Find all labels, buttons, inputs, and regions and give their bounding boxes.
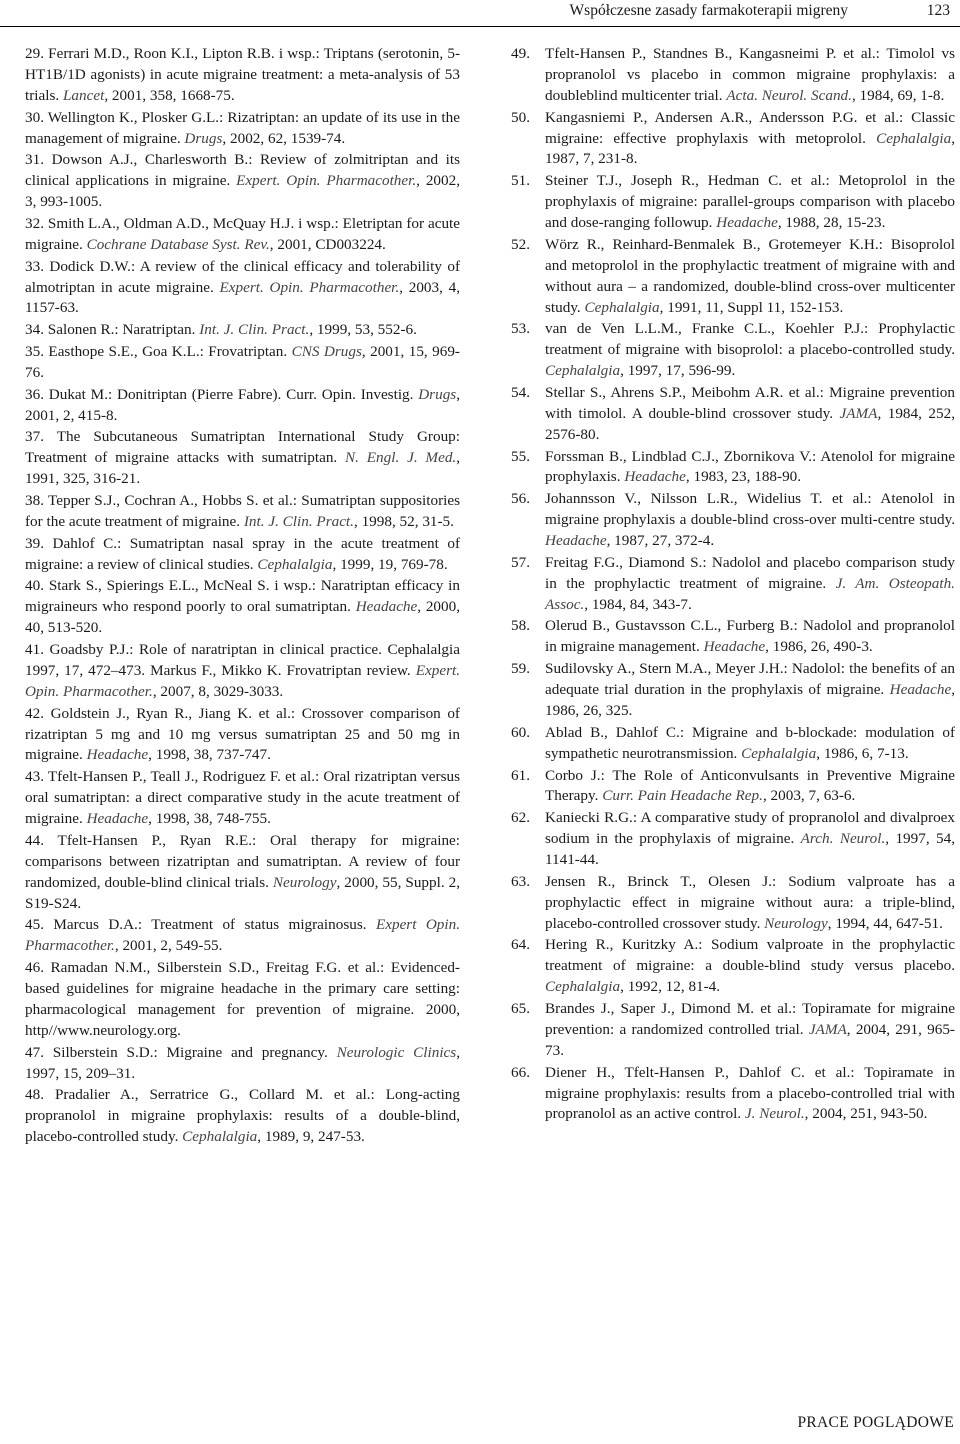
reference-text (25, 150, 460, 213)
reference-text (25, 576, 460, 639)
reference-text (25, 1043, 460, 1085)
reference-item (511, 447, 955, 489)
page-number: 123 (926, 2, 950, 19)
reference-journal: Expert. Opin. Pharmacother. (236, 172, 417, 190)
reference-text (25, 640, 460, 703)
reference-journal: JAMA (808, 1020, 847, 1038)
reference-citation: Diener H., Tfelt-Hansen P., Dahlof C. et al.: Topiramate in migraine prophylaxis: results from a placebo-controlled trial with propranolol as an active control. (545, 1063, 955, 1123)
reference-citation: Jensen R., Brinck T., Olesen J.: Sodium valproate has a prophylactic effect in migraine without aura: a triple-blind, placebo-controlled crossover study. (545, 872, 955, 932)
reference-journal: J. Am. Osteopath. Assoc. (545, 574, 955, 613)
reference-citation: 46. Ramadan N.M., Silberstein S.D., Freitag F.G. et al.: Evidenced-based guidelines for migraine headache in the primary care setting: pharmacological management for prevention of migraine. 2000, http//www.neurology.org. (25, 959, 460, 1039)
reference-citation: 30. Wellington K., Plosker G.L.: Rizatriptan: an update of its use in the management of migraine. (25, 108, 460, 147)
reference-text (545, 999, 955, 1062)
reference-details: , 1987, 27, 372-4. (606, 532, 715, 550)
reference-citation: Wörz R., Reinhard-Benmalek B., Grotemeyer K.H.: Bisoprolol and metoprolol in the prophylactic treatment of migraine with and without aura – a randomized, double-blind cross-over multicenter study. (545, 235, 955, 316)
reference-text (545, 1063, 955, 1126)
reference-item (511, 171, 955, 234)
reference-number: 56. (511, 490, 530, 508)
reference-number: 52. (511, 235, 530, 253)
running-header (0, 0, 960, 27)
reference-citation: Corbo J.: The Role of Anticonvulsants in Preventive Migraine Therapy. (545, 766, 955, 805)
reference-item (25, 108, 460, 150)
reference-item (511, 1063, 955, 1126)
reference-text (25, 44, 460, 107)
reference-journal: Headache (624, 468, 686, 486)
reference-journal: Expert. Opin. Pharmacother. (25, 661, 460, 700)
reference-citation: 48. Pradalier A., Serratrice G., Collard M. et al.: Long-acting propranolol in migraine prophylaxis: results of a double-blind, placebo-controlled study. (25, 1086, 460, 1146)
reference-item (511, 319, 955, 382)
reference-text (25, 427, 460, 490)
reference-citation: 29. Ferrari M.D., Roon K.I., Lipton R.B. i wsp.: Triptans (serotonin, 5-HT1B/1D agonists) in acute migraine treatment: a meta-analysis of 53 trials. (25, 45, 460, 104)
reference-citation: 40. Stark S., Spierings E.L., McNeal S. i wsp.: Naratriptan efficacy in migraineurs who respond poorly to oral sumatriptan. (25, 577, 460, 616)
reference-item (511, 108, 955, 171)
reference-details: , 1999, 53, 552-6. (309, 321, 417, 339)
reference-citation: Ablad B., Dahlof C.: Migraine and b-blockade: modulation of sympathetic neurotransmission. (545, 723, 955, 762)
reference-journal: Cephalalgia (182, 1128, 258, 1146)
reference-journal: Neurology (764, 914, 828, 932)
reference-journal: Headache (86, 746, 149, 764)
section-footer: PRACE POGLĄDOWE (797, 1414, 954, 1431)
reference-details: , 2004, 291, 965-73. (545, 1020, 955, 1059)
reference-citation: 41. Goadsby P.J.: Role of naratriptan in clinical practice. Cephalalgia 1997, 17, 472–473. Markus F., Mikko K. Frovatriptan review. (25, 641, 460, 679)
reference-journal: Cephalalgia (741, 744, 817, 762)
reference-item (25, 385, 460, 427)
reference-details: , 1999, 19, 769-78. (332, 555, 448, 573)
reference-item (25, 1085, 460, 1148)
reference-text (25, 534, 460, 576)
reference-item (25, 320, 460, 341)
reference-item (511, 872, 955, 935)
reference-details: , 1991, 325, 316-21. (25, 449, 461, 488)
reference-details: , 1997, 17, 596-99. (620, 362, 736, 380)
reference-citation: 38. Tepper S.J., Cochran A., Hobbs S. et al.: Sumatriptan suppositories for the acute treatment of migraine. (25, 492, 460, 530)
reference-text (25, 1085, 460, 1148)
reference-citation: Steiner T.J., Joseph R., Hedman C. et al.: Metoprolol in the prophylaxis of migraine: parallel-groups comparison with placebo and dose-ranging followup. (545, 172, 955, 232)
reference-journal: Arch. Neurol. (800, 830, 886, 848)
reference-citation: 35. Easthope S.E., Goa K.L.: Frovatriptan. (25, 343, 292, 361)
reference-item (511, 766, 955, 808)
reference-text (545, 553, 955, 616)
reference-text (545, 935, 955, 998)
reference-details: , 1998, 38, 737-747. (148, 746, 271, 764)
reference-journal: Int. J. Clin. Pract. (243, 512, 354, 530)
reference-text (545, 235, 955, 319)
reference-citation: Olerud B., Gustavsson C.L., Furberg B.: Nadolol and propranolol in migraine management. (545, 617, 955, 656)
reference-journal: JAMA (839, 404, 878, 422)
reference-citation: 32. Smith L.A., Oldman A.D., McQuay H.J. i wsp.: Eletriptan for acute migraine. (25, 214, 460, 253)
reference-number: 55. (511, 447, 530, 465)
reference-journal: Headache (703, 638, 766, 656)
reference-details: , 1986, 26, 325. (545, 681, 955, 719)
reference-journal: Neurologic Clinics (336, 1043, 457, 1061)
reference-text (25, 214, 460, 256)
reference-journal: Lancet (62, 86, 105, 104)
reference-item (511, 489, 955, 552)
reference-details: , 1987, 7, 231-8. (545, 129, 955, 168)
reference-citation: Freitag F.G., Diamond S.: Nadolol and placebo comparison study in the prophylactic treatment of migraine. (545, 553, 955, 592)
reference-citation: Kaniecki R.G.: A comparative study of propranolol and divalproex sodium in the prophylaxis of migraine. (545, 809, 955, 848)
reference-text (25, 108, 460, 150)
reference-details: , 1988, 28, 15-23. (777, 214, 886, 232)
reference-item (511, 553, 955, 616)
reference-details: , 1992, 12, 81-4. (620, 978, 721, 996)
reference-item (25, 342, 460, 384)
reference-item (25, 915, 460, 957)
reference-number: 62. (511, 809, 530, 827)
reference-citation: Tfelt-Hansen P., Standnes B., Kangasneimi P. et al.: Timolol vs propranolol vs placebo in common migraine prophylaxis: a doubleblind multicenter trial. (545, 45, 955, 104)
reference-details: , 2007, 8, 3029-3033. (152, 682, 284, 700)
reference-citation: 44. Tfelt-Hansen P., Ryan R.E.: Oral therapy for migraine: comparisons between rizatriptan and sumatriptan. A review of four randomized, double-blind clinical trials. (25, 831, 460, 891)
reference-item (25, 576, 460, 639)
reference-number: 58. (511, 617, 530, 635)
reference-number: 57. (511, 553, 530, 571)
reference-item (25, 767, 460, 830)
reference-citation: 36. Dukat M.: Donitriptan (Pierre Fabre). Curr. Opin. Investig. (25, 385, 419, 403)
reference-number: 64. (511, 936, 530, 954)
reference-text (545, 383, 955, 446)
reference-item (511, 383, 955, 446)
reference-details: , 2001, 2, 415-8. (25, 385, 460, 424)
reference-details: , 1986, 26, 490-3. (765, 638, 873, 656)
reference-text (25, 320, 460, 341)
reference-citation: 42. Goldstein J., Ryan R., Jiang K. et al.: Crossover comparison of rizatriptan 5 mg and 10 mg versus sumatriptan 25 and 50 mg in migraine. (25, 704, 460, 764)
reference-citation: Kangasniemi P., Andersen A.R., Andersson P.G. et al.: Classic migraine: effective prophylaxis with metoprolol. (545, 108, 955, 147)
reference-number: 49. (511, 45, 530, 62)
reference-journal: Cephalalgia (545, 362, 621, 380)
reference-item (25, 958, 460, 1042)
reference-text (545, 171, 955, 234)
reference-item (511, 44, 955, 107)
reference-text (545, 723, 955, 765)
reference-number: 66. (511, 1063, 530, 1081)
reference-details: , 2002, 62, 1539-74. (222, 129, 346, 147)
reference-journal: Cochrane Database Syst. Rev. (86, 235, 270, 253)
reference-journal: Expert. Opin. Pharmacother. (219, 278, 400, 296)
references-left-column (25, 44, 460, 1149)
reference-item (25, 150, 460, 213)
reference-journal: Cephalalgia (545, 978, 621, 996)
reference-details: , 1997, 15, 209–31. (25, 1043, 460, 1082)
reference-number: 65. (511, 1000, 530, 1018)
reference-number: 59. (511, 660, 530, 678)
reference-number: 61. (511, 766, 530, 784)
reference-number: 51. (511, 172, 530, 190)
reference-journal: Headache (716, 214, 778, 232)
reference-journal: Neurology (272, 873, 337, 891)
reference-details: , 1986, 6, 7-13. (816, 744, 909, 762)
reference-item (25, 640, 460, 703)
reference-details: , 2001, 2, 549-55. (114, 937, 223, 955)
reference-number: 54. (511, 383, 530, 401)
reference-citation: 34. Salonen R.: Naratriptan. (25, 321, 200, 339)
reference-journal: Headache (545, 532, 607, 550)
reference-item (25, 214, 460, 256)
reference-item (511, 935, 955, 998)
reference-item (511, 999, 955, 1062)
reference-citation: Hering R., Kuritzky A.: Sodium valproate in the prophylactic treatment of migraine: a double-blind study versus placebo. (545, 936, 955, 975)
reference-citation: Stellar S., Ahrens S.P., Meibohm A.R. et al.: Migraine prevention with timolol. A double-blind crossover study. (545, 383, 955, 422)
reference-journal: Acta. Neurol. Scand. (726, 86, 852, 104)
reference-text (25, 385, 460, 427)
reference-citation: 37. The Subcutaneous Sumatriptan International Study Group: Treatment of migraine attacks with sumatriptan. (25, 428, 460, 467)
reference-text (25, 915, 460, 957)
reference-citation: Forssman B., Lindblad C.J., Zbornikova V.: Atenolol for migraine prophylaxis. (545, 447, 955, 486)
reference-details: , 1984, 84, 343-7. (584, 595, 692, 613)
reference-details: , 2001, 15, 969-76. (25, 343, 460, 381)
reference-item (25, 704, 460, 767)
reference-text (545, 766, 955, 808)
reference-text (545, 108, 955, 171)
reference-citation: 43. Tfelt-Hansen P., Teall J., Rodriguez F. et al.: Oral rizatriptan versus oral sumatriptan: a direct comparative study in the acute treatment of migraine. (25, 768, 460, 828)
reference-journal: Expert Opin. Pharmacother. (25, 916, 461, 955)
reference-item (25, 257, 460, 320)
reference-item (25, 491, 460, 533)
reference-item (511, 616, 955, 658)
references-right-column (511, 44, 955, 1126)
reference-item (511, 235, 955, 319)
reference-number: 60. (511, 723, 530, 741)
reference-item (25, 534, 460, 576)
reference-text (25, 831, 460, 915)
reference-journal: Headache (889, 681, 952, 699)
reference-text (25, 704, 460, 767)
reference-number: 63. (511, 872, 530, 890)
reference-details: , 2003, 7, 63-6. (762, 787, 856, 805)
reference-journal: CNS Drugs (291, 343, 362, 361)
reference-number: 53. (511, 320, 530, 338)
reference-item (25, 44, 460, 107)
reference-details: , 1983, 23, 188-90. (685, 468, 802, 486)
reference-citation: van de Ven L.L.M., Franke C.L., Koehler P.J.: Prophylactic treatment of migraine with bisoprolol: a placebo-controlled study. (545, 320, 955, 359)
reference-details: , 1994, 44, 647-51. (827, 914, 943, 932)
reference-journal: Cephalalgia (257, 555, 333, 573)
reference-citation: 47. Silberstein S.D.: Migraine and pregnancy. (25, 1043, 337, 1061)
reference-item (25, 831, 460, 915)
reference-citation: Brandes J., Saper J., Dimond M. et al.: Topiramate for migraine prevention: a randomized controlled trial. (545, 1000, 955, 1038)
reference-journal: Curr. Pain Headache Rep. (602, 787, 763, 805)
reference-item (511, 808, 955, 871)
reference-item (511, 659, 955, 722)
reference-details: , 2004, 251, 943-50. (804, 1105, 928, 1123)
reference-citation: Johannsson V., Nilsson L.R., Widelius T. et al.: Atenolol in migraine prophylaxis a double-blind cross-over multi-centre study. (545, 490, 955, 529)
reference-details: , 2003, 4, 1157-63. (25, 278, 460, 317)
reference-number: 50. (511, 108, 530, 126)
reference-text (545, 616, 955, 658)
reference-item (25, 1043, 460, 1085)
header-title: Współczesne zasady farmakoterapii migreny (569, 2, 848, 19)
reference-journal: J. Neurol. (744, 1105, 805, 1123)
reference-text (545, 872, 955, 935)
reference-text (25, 958, 460, 1042)
reference-citation: 31. Dowson A.J., Charlesworth B.: Review of zolmitriptan and its clinical applications in migraine. (25, 151, 460, 190)
reference-citation: Sudilovsky A., Stern M.A., Meyer J.H.: Nadolol: the benefits of an adequate trial duration in the prophylaxis of migraine. (545, 660, 955, 699)
reference-text (545, 659, 955, 722)
reference-text (25, 767, 460, 830)
reference-journal: Drugs (184, 129, 223, 147)
reference-citation: 33. Dodick D.W.: A review of the clinical efficacy and tolerability of almotriptan in acute migraine. (25, 257, 460, 296)
reference-text (25, 342, 460, 384)
reference-details: , 1998, 38, 748-755. (148, 810, 271, 828)
reference-details: , 1997, 54, 1141-44. (545, 830, 956, 869)
reference-text (25, 257, 460, 320)
reference-journal: Cephalalgia (584, 298, 660, 316)
reference-details: , 2000, 55, Suppl. 2, S19-S24. (25, 873, 460, 912)
reference-details: , 2000, 40, 513-520. (25, 598, 461, 637)
reference-details: , 1991, 11, Suppl 11, 152-153. (659, 298, 844, 316)
reference-journal: Drugs (418, 385, 457, 403)
reference-item (25, 427, 460, 490)
reference-details: , 1984, 69, 1-8. (851, 86, 945, 104)
reference-text (545, 319, 955, 382)
reference-text (25, 491, 460, 533)
reference-text (545, 44, 955, 107)
reference-citation: 39. Dahlof C.: Sumatriptan nasal spray in the acute treatment of migraine: a review of clinical studies. (25, 534, 460, 573)
reference-details: , 2001, 358, 1668-75. (104, 86, 235, 104)
reference-details: , 1984, 252, 2576-80. (545, 404, 955, 443)
reference-details: , 2001, CD003224. (269, 235, 386, 253)
reference-journal: Headache (86, 810, 149, 828)
reference-text (545, 489, 955, 552)
reference-details: , 1998, 52, 31-5. (353, 512, 454, 530)
reference-details: , 2002, 3, 993-1005. (25, 172, 461, 211)
reference-item (511, 723, 955, 765)
reference-details: , 1989, 9, 247-53. (257, 1128, 365, 1146)
reference-journal: N. Engl. J. Med. (345, 449, 457, 467)
reference-text (545, 447, 955, 489)
reference-journal: Headache (355, 598, 418, 616)
reference-citation: 45. Marcus D.A.: Treatment of status migrainosus. (25, 916, 376, 934)
reference-journal: Int. J. Clin. Pract. (199, 321, 310, 339)
reference-journal: Cephalalgia (876, 129, 952, 147)
reference-text (545, 808, 955, 871)
